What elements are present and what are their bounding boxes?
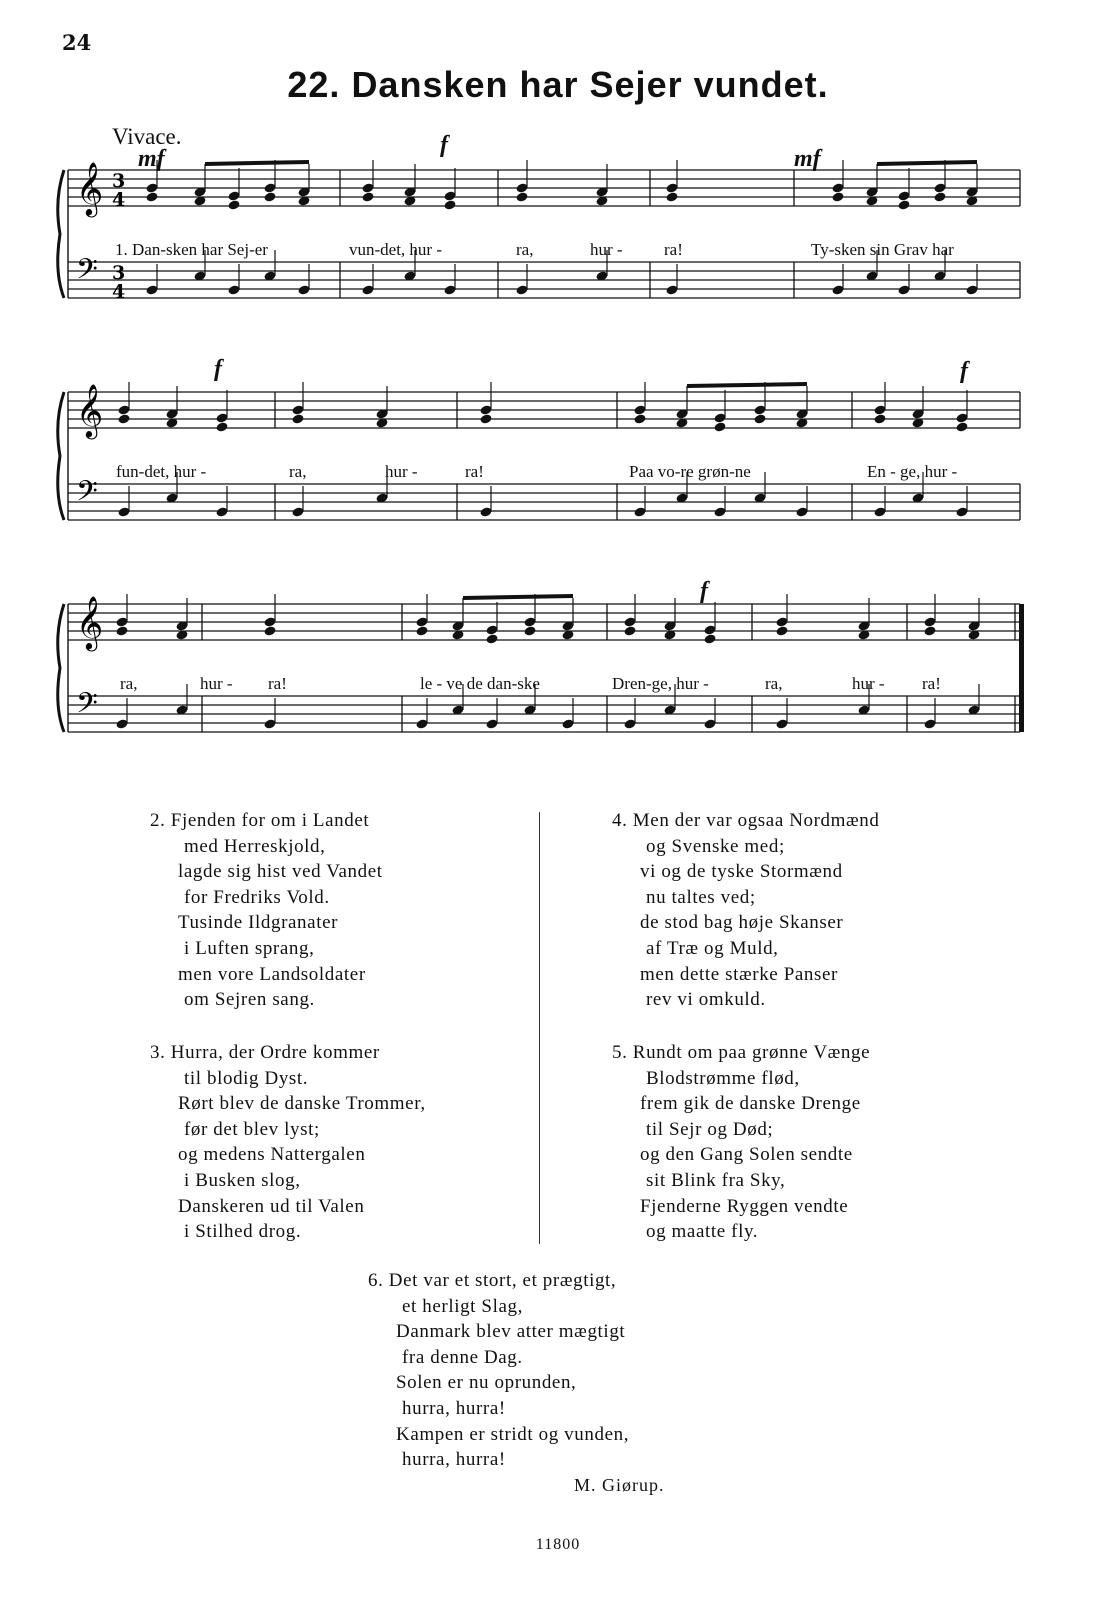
brace-icon [58, 170, 64, 298]
lyric: Ty-sken sin Grav har [811, 240, 954, 259]
time-signature-icon: 3 [112, 170, 126, 192]
lyric: vun-det, hur - [349, 240, 443, 259]
verse-line: hurra, hurra! [402, 1449, 506, 1471]
verse-line: i Busken slog, [184, 1169, 301, 1191]
note-head [115, 625, 128, 636]
note-head [291, 413, 304, 424]
note-head [831, 191, 844, 202]
note-head [479, 413, 492, 424]
verse-line: et herligt Slag, [402, 1295, 523, 1317]
verse-line: og medens Nattergalen [178, 1144, 366, 1166]
note-head [933, 191, 946, 202]
treble-clef-icon: 𝄞 [76, 595, 104, 649]
verse-line: i Stilhed drog. [184, 1221, 302, 1243]
final-barline [1019, 604, 1024, 732]
verse-line: 3. Hurra, der Ordre kommer [150, 1042, 380, 1063]
note-head [263, 191, 276, 202]
verse-5 [612, 1040, 870, 1245]
note-head [955, 421, 968, 432]
verse-line: og den Gang Solen sendte [640, 1144, 853, 1166]
time-signature-icon: 4 [112, 189, 126, 211]
brace-icon [58, 392, 64, 520]
treble-clef-icon: 𝄞 [76, 383, 104, 437]
verse-line: til Sejr og Død; [646, 1118, 774, 1140]
verse-line: de stod bag høje Skanser [640, 912, 844, 934]
note-head [873, 413, 886, 424]
dynamic-mark: f [214, 356, 222, 382]
author-credit: M. Giørup. [574, 1475, 665, 1495]
note-head [753, 413, 766, 424]
verse-line: lagde sig hist ved Vandet [178, 861, 383, 883]
lyric: ra, [516, 240, 534, 259]
verse-line: sit Blink fra Sky, [646, 1169, 786, 1191]
verse-line: til blodig Dyst. [184, 1067, 309, 1089]
note-beam [687, 384, 807, 386]
verse-line: Blodstrømme flød, [646, 1067, 800, 1089]
verse-line: nu taltes ved; [646, 886, 756, 908]
treble-clef-icon: 𝄞 [76, 161, 104, 215]
verse-line: men dette stærke Panser [640, 963, 838, 985]
lyric: hur - [590, 240, 623, 259]
lyric: ra! [465, 462, 484, 481]
plate-number: 11800 [535, 1536, 581, 1553]
verse-line: Rørt blev de danske Trommer, [178, 1093, 426, 1115]
note-head [485, 633, 498, 644]
lyric: hur - [852, 674, 885, 693]
verse-line: fra denne Dag. [402, 1346, 523, 1368]
song-title: 22. Dansken har Sejer vundet. [287, 64, 829, 105]
lyric: ra, [289, 462, 307, 481]
bass-clef-icon: 𝄢 [76, 687, 98, 727]
note-head [775, 625, 788, 636]
verse-line: om Sejren sang. [184, 989, 315, 1011]
note-head [443, 199, 456, 210]
lyric: Dren-ge, hur - [612, 674, 709, 693]
verse-line: Danskeren ud til Valen [178, 1195, 365, 1217]
lyric: ra! [664, 240, 683, 259]
lyric: ra, [765, 674, 783, 693]
note-head [215, 421, 228, 432]
dynamic-mark: f [700, 578, 708, 604]
page-number: 24 [62, 30, 92, 55]
note-head [623, 625, 636, 636]
verse-line: men vore Landsoldater [178, 963, 366, 985]
note-head [703, 633, 716, 644]
tempo-marking: Vivace. [112, 124, 182, 149]
note-head [923, 625, 936, 636]
note-head [713, 421, 726, 432]
verse-line: for Fredriks Vold. [184, 886, 330, 908]
note-head [145, 191, 158, 202]
column-divider [539, 812, 540, 1244]
music-system-3 [52, 578, 1052, 792]
verse-line: i Luften sprang, [184, 937, 315, 959]
note-beam [205, 162, 309, 164]
verse-line: og Svenske med; [646, 835, 785, 857]
lyric: En - ge, hur - [867, 462, 958, 481]
lyric: ra! [268, 674, 287, 693]
verse-line: 4. Men der var ogsaa Nordmænd [612, 810, 880, 831]
time-signature-icon: 4 [112, 281, 126, 303]
verse-line: og maatte fly. [646, 1221, 759, 1243]
lyric: fun-det, hur - [116, 462, 207, 481]
note-head [415, 625, 428, 636]
note-head [523, 625, 536, 636]
dynamic-mark: mf [794, 146, 821, 172]
verse-line: Kampen er stridt og vunden, [396, 1423, 630, 1445]
verse-line: af Træ og Muld, [646, 937, 779, 959]
dynamic-mark: f [440, 132, 448, 158]
bass-clef-icon: 𝄢 [76, 253, 98, 293]
note-beam [463, 596, 573, 598]
time-signature-icon: 3 [112, 262, 126, 284]
lyric: hur - [385, 462, 418, 481]
verse-line: med Herreskjold, [184, 835, 326, 857]
dynamic-mark: f [960, 358, 968, 384]
note-beam [877, 162, 977, 164]
lyric: Paa vo-re grøn-ne [629, 462, 751, 481]
lyric: le - ve de dan-ske [420, 674, 540, 693]
lyric: hur - [200, 674, 233, 693]
note-head [515, 191, 528, 202]
verse-line: før det blev lyst; [184, 1118, 320, 1140]
note-head [897, 199, 910, 210]
verse-line: 6. Det var et stort, et prægtigt, [368, 1270, 617, 1291]
lyric: ra! [922, 674, 941, 693]
note-head [361, 191, 374, 202]
verse-line: frem gik de danske Drenge [640, 1093, 861, 1115]
note-head [117, 413, 130, 424]
verse-line: 5. Rundt om paa grønne Vænge [612, 1042, 871, 1063]
verse-line: Solen er nu oprunden, [396, 1372, 577, 1394]
verse-3 [150, 1040, 426, 1245]
verse-line: 2. Fjenden for om i Landet [150, 810, 370, 831]
note-head [633, 413, 646, 424]
verse-line: Tusinde Ildgranater [178, 912, 339, 934]
dynamic-mark: mf [138, 146, 165, 172]
note-head [263, 625, 276, 636]
note-head [227, 199, 240, 210]
verse-line: Fjenderne Ryggen vendte [640, 1195, 849, 1217]
bass-clef-icon: 𝄢 [76, 475, 98, 515]
brace-icon [58, 604, 64, 732]
verse-4 [612, 808, 880, 1013]
lyric: ra, [120, 674, 138, 693]
lyric: 1. Dan-sken har Sej-er [115, 240, 268, 259]
verse-2 [150, 808, 383, 1013]
note-head [665, 191, 678, 202]
verse-line: vi og de tyske Stormænd [640, 861, 843, 883]
verse-line: Danmark blev atter mægtigt [396, 1321, 626, 1343]
verse-line: hurra, hurra! [402, 1397, 506, 1419]
verse-6 [368, 1268, 629, 1473]
verse-line: rev vi omkuld. [646, 989, 766, 1011]
music-system-2 [52, 356, 1052, 572]
